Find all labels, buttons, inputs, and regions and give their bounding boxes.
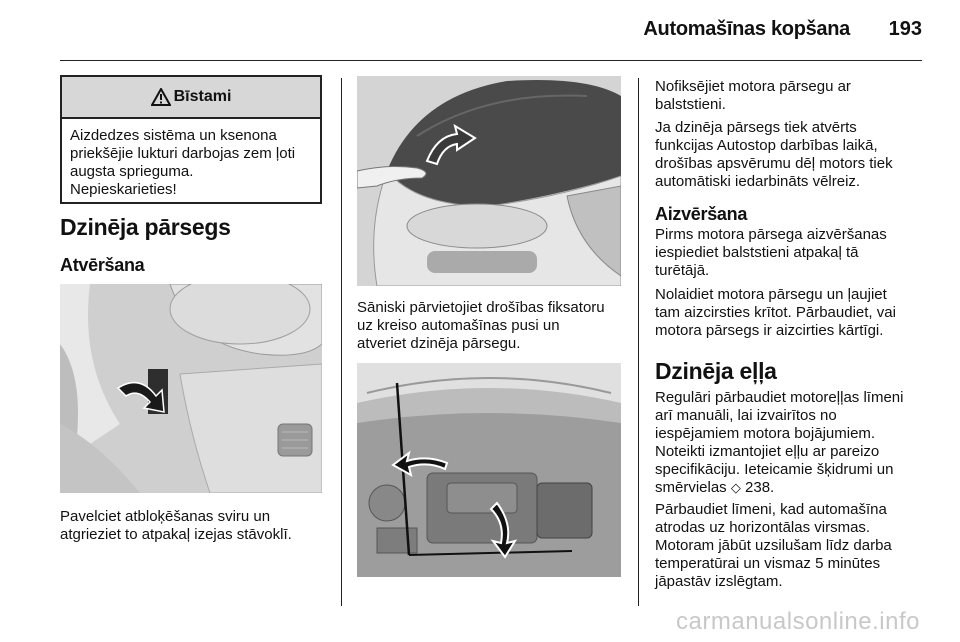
text-line: Motoram jābūt uzsilušam līdz darba: [655, 537, 892, 554]
para-autostop: [655, 119, 893, 191]
para-check-oil: [655, 389, 903, 498]
text-line: Regulāri pārbaudiet motoreļļas līmeni: [655, 389, 904, 406]
warning-text: [62, 119, 320, 207]
caption-line: Pavelciet atbloķēšanas sviru un: [60, 508, 271, 525]
text-line: drošības apsvērumu dēļ motors tiek: [655, 155, 893, 172]
caption-line: Sāniski pārvietojiet drošības fiksatoru: [357, 299, 605, 316]
subheading-closing: Aizvēršana: [655, 204, 748, 224]
text-line: turētājā.: [655, 262, 710, 279]
warning-line: Nepieskarieties!: [70, 181, 177, 198]
text-line: temperatūrai un vismaz 5 minūtes: [655, 555, 881, 572]
page-reference-icon: ◇: [730, 481, 741, 496]
subheading-opening: Atvēršana: [60, 255, 145, 275]
page-reference-link[interactable]: 238.: [740, 479, 775, 496]
section-heading-bonnet: Dzinēja pārsegs: [60, 214, 231, 240]
warning-line: augsta sprieguma.: [70, 163, 194, 180]
caption-line: atgrieziet to atpakaļ izejas stāvoklī.: [60, 526, 292, 543]
text-line: arī manuāli, lai izvairītos no: [655, 407, 837, 424]
warning-line: Aizdedzes sistēma un ksenona: [70, 127, 277, 144]
header-divider: [60, 60, 922, 61]
text-line: specifikāciju. Ieteicamie šķidrumi un: [655, 461, 894, 478]
column-divider-1: [341, 78, 342, 606]
text-line: Nolaidiet motora pārsegu un ļaujiet: [655, 286, 887, 303]
watermark: carmanualsonline.info: [676, 608, 920, 635]
page-number: 193: [888, 18, 922, 40]
para-closing-stay: [655, 226, 887, 280]
text-line: jāpastāv izslēgtam.: [655, 573, 783, 590]
text-line: motora pārsegs ir aizcirties kārtīgi.: [655, 322, 884, 339]
warning-line: priekšējie lukturi darbojas zem ļoti: [70, 145, 296, 162]
text-line: iespējamiem motora bojājumiem.: [655, 425, 876, 442]
para-level-check: [655, 501, 892, 591]
warning-header: [62, 77, 320, 119]
text-line: automātiski iedarbināts vēlreiz.: [655, 173, 861, 190]
warning-triangle-icon: [151, 88, 171, 106]
text-line: Nofiksējiet motora pārsegu ar: [655, 78, 851, 95]
text-line: funkcijas Autostop darbības laikā,: [655, 137, 878, 154]
caption-bonnet-catch: [357, 299, 605, 353]
text-line: atrodas uz horizontālas virsmas.: [655, 519, 871, 536]
text-line: Noteikti izmantojiet eļļu ar pareizo: [655, 443, 880, 460]
para-lock-stay: [655, 78, 851, 114]
text-line: Pirms motora pārsega aizvēršanas: [655, 226, 887, 243]
text-line: balststieni.: [655, 96, 726, 113]
danger-warning-box: [60, 75, 322, 204]
para-lower-bonnet: [655, 286, 896, 340]
release-lever-illustration: [60, 284, 322, 493]
engine-bay-stay-illustration: [357, 363, 621, 577]
page-header-title: Automašīnas kopšana: [643, 18, 850, 40]
warning-title: Bīstami: [173, 88, 232, 105]
caption-release-lever: [60, 508, 292, 544]
section-heading-engine-oil: Dzinēja eļļa: [655, 358, 777, 384]
text-line: Pārbaudiet līmeni, kad automašīna: [655, 501, 887, 518]
text-line: Ja dzinēja pārsegs tiek atvērts: [655, 119, 857, 136]
caption-line: atveriet dzinēja pārsegu.: [357, 335, 521, 352]
text-line: tam aizcirsties krītot. Pārbaudiet, vai: [655, 304, 896, 321]
bonnet-catch-illustration: [357, 76, 621, 286]
column-divider-2: [638, 78, 639, 606]
text-line: smērvielas: [655, 479, 731, 496]
text-line: iespiediet balststieni atpakaļ tā: [655, 244, 859, 261]
caption-line: uz kreiso automašīnas pusi un: [357, 317, 560, 334]
